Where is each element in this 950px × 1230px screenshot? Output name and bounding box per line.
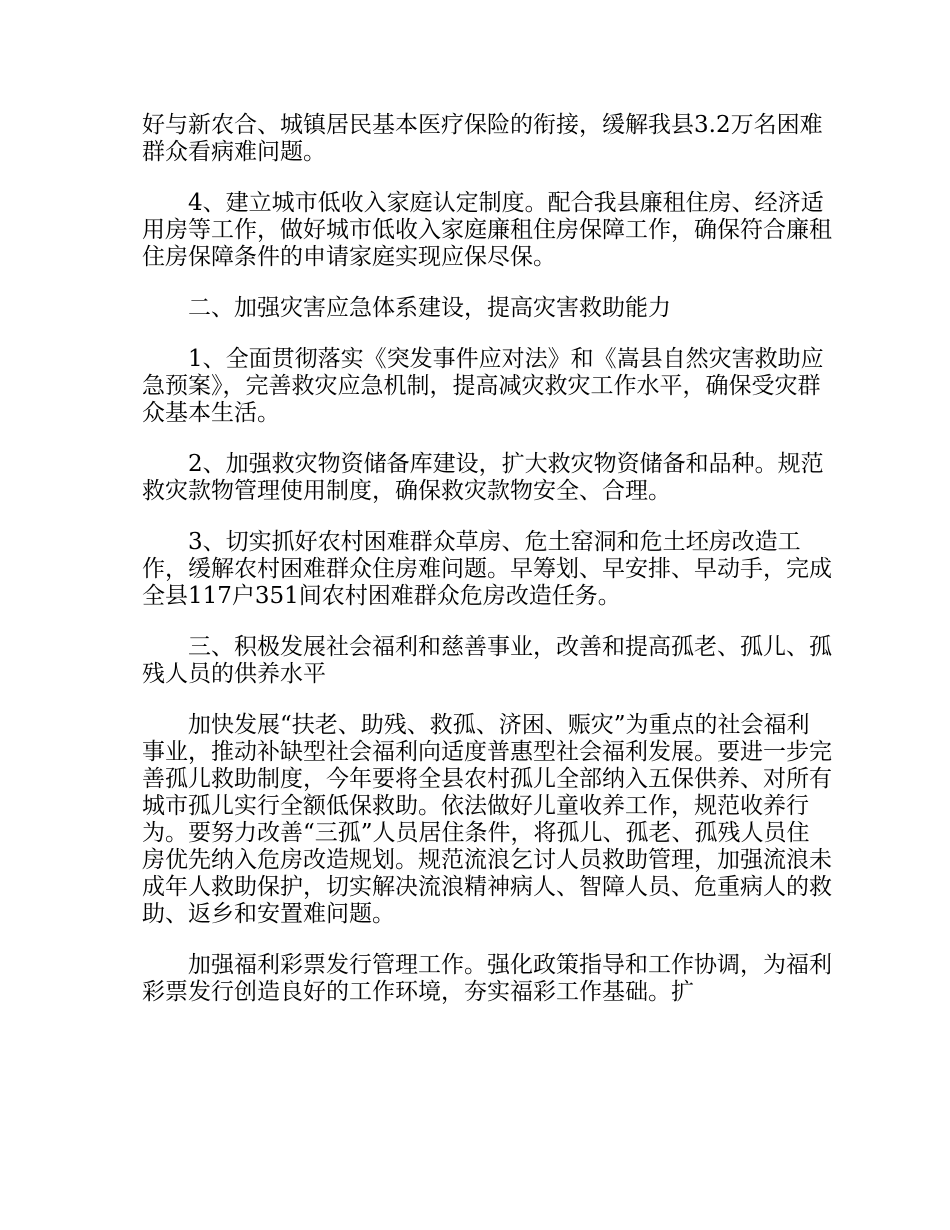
paragraph-social-welfare-development: 加快发展“扶老、助残、救孤、济困、赈灾”为重点的社会福利事业，推动补缺型社会福利向适度普惠型社会福利发展。要进一步完善孤儿救助制度，今年要将全县农村孤儿全部纳入五保供养、对所有城市孤儿实行全额低保救助。依法做好儿童收养工作，规范收养行为。要努力改善“三孤”人员居住条件，将孤儿、孤老、孤残人员住房优先纳入危房改造规划。规范流浪乞讨人员救助管理，加强流浪未成年人救助保护，切实解决流浪精神病人、智障人员、危重病人的救助、返乡和安置难问题。 [142,712,832,927]
paragraph-item-3-housing-renovation: 3、切实抓好农村困难群众草房、危土窑洞和危土坯房改造工作，缓解农村困难群众住房难问题。早筹划、早安排、早动手，完成全县117户351间农村困难群众危房改造任务。 [142,529,832,609]
section-heading-social-welfare: 三、积极发展社会福利和慈善事业，改善和提高孤老、孤儿、孤残人员的供养水平 [142,634,832,687]
section-heading-disaster-response: 二、加强灾害应急体系建设，提高灾害救助能力 [188,295,671,321]
document-body [142,112,832,1030]
paragraph-welfare-lottery: 加强福利彩票发行管理工作。强化政策指导和工作协调，为福利彩票发行创造良好的工作环境，夯实福彩工作基础。扩 [142,952,832,1005]
paragraph-item-1-emergency-law: 1、全面贯彻落实《突发事件应对法》和《嵩县自然灾害救助应急预案》，完善救灾应急机制，提高减灾救灾工作水平，确保受灾群众基本生活。 [142,346,824,426]
paragraph-continuation: 好与新农合、城镇居民基本医疗保险的衔接，缓解我县3.2万名困难群众看病难问题。 [142,112,823,165]
paragraph-item-4-low-income-certification: 4、建立城市低收入家庭认定制度。配合我县廉租住房、经济适用房等工作，做好城市低收入家庭廉租住房保障工作，确保符合廉租住房保障条件的申请家庭实现应保尽保。 [142,190,832,270]
paragraph-item-2-relief-storage: 2、加强救灾物资储备库建设，扩大救灾物资储备和品种。规范救灾款物管理使用制度，确保救灾款物安全、合理。 [142,451,824,504]
